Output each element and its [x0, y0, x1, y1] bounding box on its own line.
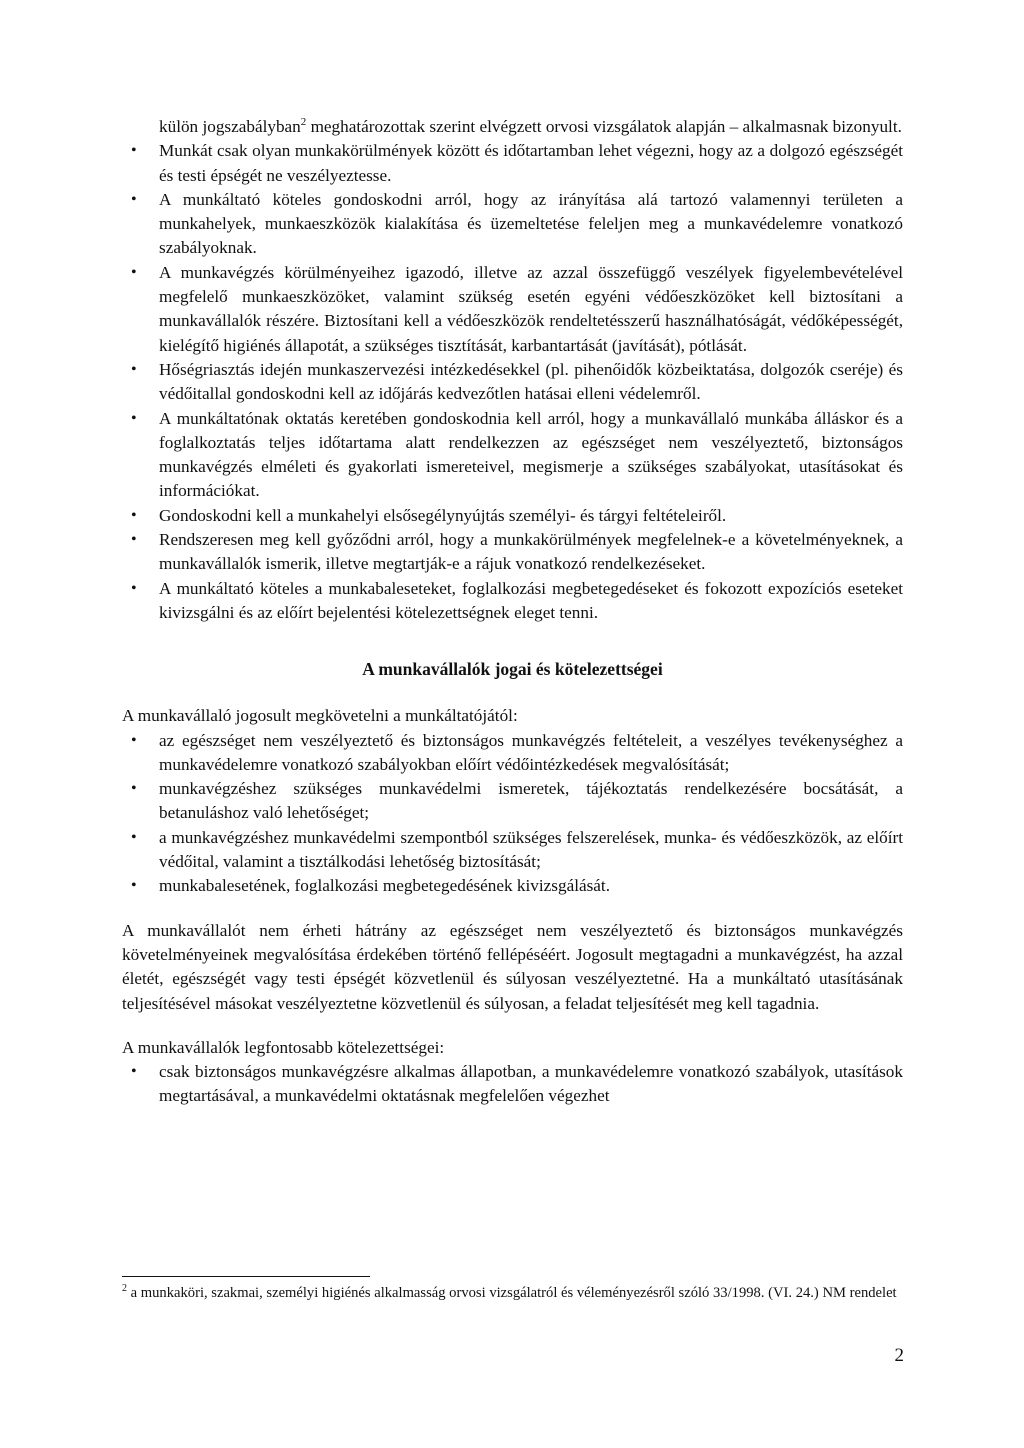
- list-item: • munkabalesetének, foglalkozási megbetegedésének kivizsgálását.: [122, 874, 903, 898]
- employer-duties-list: [122, 139, 903, 625]
- list-item: • munkavégzéshez szükséges munkavédelmi ismeretek, tájékoztatás rendelkezésére bocsátását, a betanuláshoz való lehetőséget;: [122, 777, 903, 826]
- list-item: • csak biztonságos munkavégzésre alkalmas állapotban, a munkavédelemre vonatkozó szabályok, utasítások megtartásával, a munkavédelmi oktatásnak megfelelően végezhet: [122, 1060, 903, 1109]
- footnote-text: a munkaköri, szakmai, személyi higiénés alkalmasság orvosi vizsgálatról és véleményezésről szóló 33/1998. (VI. 24.) NM rendelet: [127, 1285, 897, 1301]
- list-item: • A munkáltató köteles a munkabaleseteket, foglalkozási megbetegedéseket és fokozott expozíciós eseteket kivizsgálni és az előírt bejelentési kötelezettségnek eleget tenni.: [122, 577, 903, 626]
- footnote-number: 2: [122, 1283, 127, 1294]
- intro-text-before: külön jogszabályban: [159, 117, 301, 136]
- section-heading: A munkavállalók jogai és kötelezettségei: [362, 659, 663, 680]
- rights-list: [122, 729, 903, 899]
- list-item: • A munkavégzés körülményeihez igazodó, illetve az azzal összefüggő veszélyek figyelembevételével megfelelő munkaeszközöket, valamint szükség esetén egyéni védőeszközöket kell biztosítani a munkavállalók részére. Biztosítani kell a védőeszközök rendeltetésszerű használhatóságát, védőképességét, kielégítő higiénés állapotát, a szükséges tisztítását, karbantartását (javítását), pótlását.: [122, 261, 903, 358]
- spacer: [122, 1016, 903, 1036]
- footnote: [122, 1284, 903, 1304]
- list-item: • az egészséget nem veszélyeztető és biztonságos munkavégzés feltételeit, a veszélyes tevékenységhez a munkavédelemre vonatkozó szabályokban előírt védőintézkedések megvalósítását;: [122, 729, 903, 778]
- obligations-list: [122, 1060, 903, 1109]
- list-item: • Hőségriasztás idején munkaszervezési intézkedésekkel (pl. pihenőidők közbeiktatása, dolgozók cseréje) és védőitallal gondoskodni kell az időjárás kedvezőtlen hatásai elleni védelemről.: [122, 358, 903, 407]
- page-content: [122, 115, 903, 1109]
- page-number: 2: [894, 1345, 904, 1366]
- spacer: [122, 899, 903, 919]
- list-item: • A munkáltatónak oktatás keretében gondoskodnia kell arról, hogy a munkavállaló munkába álláskor és a foglalkoztatás teljes időtartama alatt rendelkezzen az egészséget nem veszélyeztető, biztonságos munkavégzés elméleti és gyakorlati ismereteivel, megismerje a szükséges szabályokat, utasításokat és információkat.: [122, 407, 903, 504]
- intro-continuation: [122, 115, 903, 139]
- footnote-divider: [122, 1276, 370, 1277]
- list-item: • Munkát csak olyan munkakörülmények között és időtartamban lehet végezni, hogy az a dolgozó egészségét és testi épségét ne veszélyeztesse.: [122, 139, 903, 188]
- obligations-intro: A munkavállalók legfontosabb kötelezettségei:: [122, 1037, 445, 1057]
- intro-text-after: meghatározottak szerint elvégzett orvosi vizsgálatok alapján – alkalmasnak bizonyult.: [306, 117, 902, 136]
- list-item: • Rendszeresen meg kell győződni arról, hogy a munkakörülmények megfelelnek-e a követelményeknek, a munkavállalók ismerik, illetve megtartják-e a rájuk vonatkozó rendelkezéseket.: [122, 528, 903, 577]
- list-item: • a munkavégzéshez munkavédelmi szempontból szükséges felszerelések, munka- és védőeszközök, az előírt védőital, valamint a tisztálkodási lehetőség biztosítását;: [122, 826, 903, 875]
- list-item: • A munkáltató köteles gondoskodni arról, hogy az irányítása alá tartozó valamennyi területen a munkahelyek, munkaeszközök kialakítása és üzemeltetése feleljen meg a munkavédelemre vonatkozó szabályoknak.: [122, 188, 903, 261]
- protection-paragraph: A munkavállalót nem érheti hátrány az egészséget nem veszélyeztető és biztonságos munkavégzés követelményeinek megvalósítása érdekében történő fellépéséért. Jogosult megtagadni a munkavégzést, ha azzal életét, egészségét vagy testi épségét közvetlenül és súlyosan veszélyeztetné. Ha a munkáltató utasításának teljesítésével másokat veszélyeztetne közvetlenül és súlyosan, a feladat teljesítését meg kell tagadnia.: [122, 920, 903, 1013]
- footnote-reference: 2: [300, 116, 307, 128]
- list-item: • Gondoskodni kell a munkahelyi elsősegélynyújtás személyi- és tárgyi feltételeiről.: [122, 504, 903, 528]
- rights-intro: A munkavállaló jogosult megkövetelni a munkáltatójától:: [122, 706, 518, 726]
